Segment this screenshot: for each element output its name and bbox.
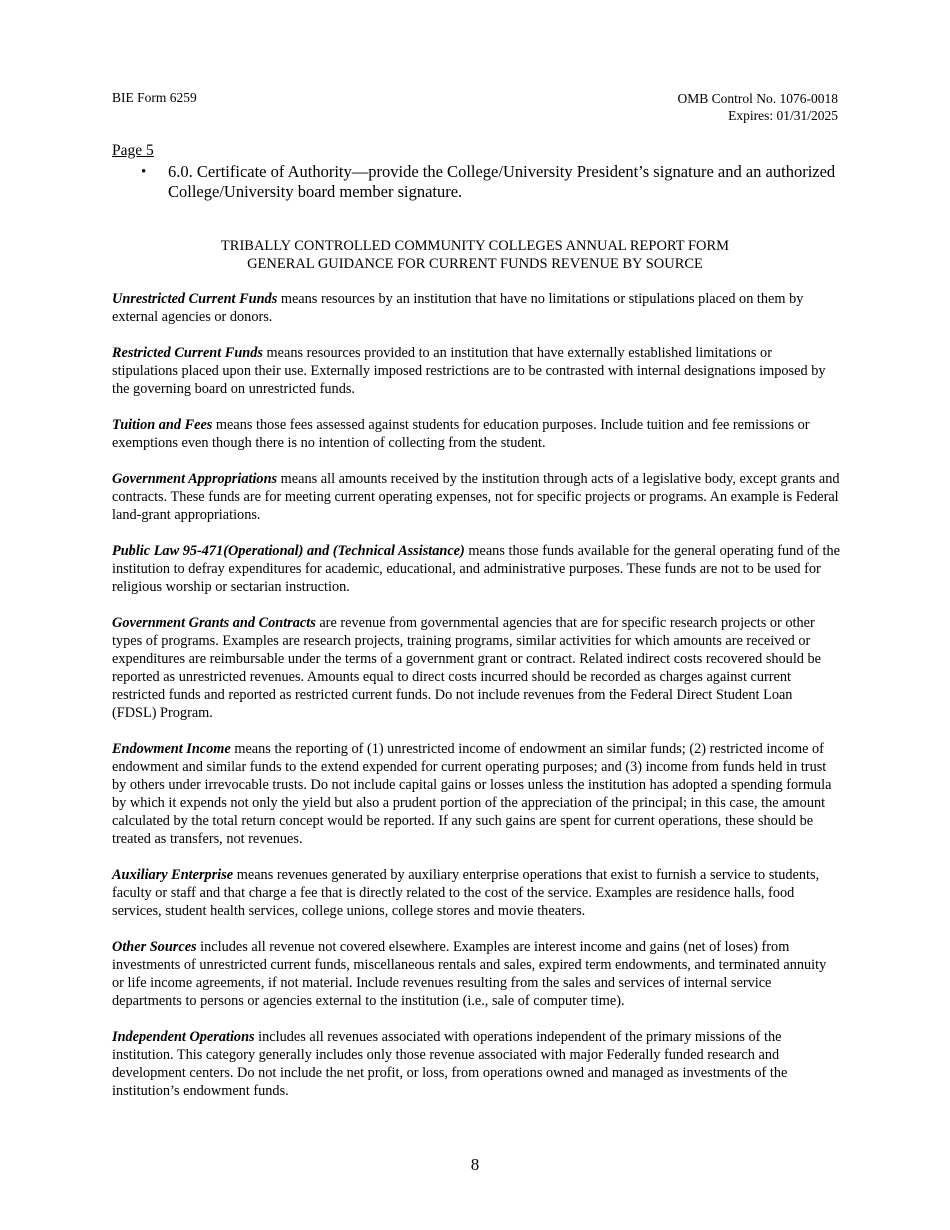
definition-government-grants-and-contracts bbox=[112, 614, 840, 722]
definition-text: means revenues generated by auxiliary enterprise operations that exist to furnish a service to students, faculty or staff and that charge a fee that is directly related to the cost of the service. Examples are residence halls, food services, student health services, college unions, college stores and movie theaters. bbox=[112, 867, 820, 919]
definition-government-appropriations bbox=[112, 470, 840, 524]
definition-term: Tuition and Fees bbox=[112, 417, 213, 433]
definition-auxiliary-enterprise bbox=[112, 866, 840, 920]
definition-other-sources bbox=[112, 938, 840, 1010]
definition-term: Other Sources bbox=[112, 939, 197, 955]
definition-independent-operations bbox=[112, 1028, 840, 1100]
bullet-item bbox=[112, 162, 838, 202]
definition-public-law-95-471 bbox=[112, 542, 840, 596]
title-line-1: TRIBALLY CONTROLLED COMMUNITY COLLEGES ANNUAL REPORT FORM bbox=[220, 238, 730, 254]
definition-term: Restricted Current Funds bbox=[112, 345, 263, 361]
omb-block bbox=[677, 90, 838, 124]
definition-text: includes all revenue not covered elsewhere. Examples are interest income and gains (net of loses) from investments of unrestricted current funds, miscellaneous rentals and sales, expired term endowments, and terminated annuity or life income agreements, if not material. Include revenues resulting from the sales and services of internal service departments to persons or agencies external to the institution (i.e., sale of computer time). bbox=[112, 939, 827, 1009]
definition-endowment-income bbox=[112, 740, 840, 848]
bullet-icon: • bbox=[141, 164, 147, 180]
definition-term: Auxiliary Enterprise bbox=[112, 867, 234, 883]
page-number: 8 bbox=[470, 1155, 480, 1174]
definition-text: means resources provided to an institution that have externally established limitations or stipulations placed upon their use. Externally imposed restrictions are to be contrasted with internal designations imposed by the governing board on unrestricted funds. bbox=[112, 345, 826, 397]
definitions-list bbox=[112, 290, 840, 1118]
definition-restricted-current-funds bbox=[112, 344, 840, 398]
definition-text: are revenue from governmental agencies that are for specific research projects or other types of programs. Examples are research projects, training programs, similar activities for which amounts are received or expenditures are reimbursable under the terms of a government grant or contract. Related indirect costs recovered should be reported as unrestricted revenues. Amounts equal to direct costs incurred should be recorded as charges against current restricted funds and reported as restricted current funds. Do not include revenues from the Federal Direct Student Loan (FDSL) Program. bbox=[112, 615, 822, 721]
definition-term: Public Law 95-471(Operational) and (Technical Assistance) bbox=[112, 543, 465, 559]
document-title bbox=[112, 237, 838, 273]
definition-term: Government Appropriations bbox=[112, 471, 278, 487]
definition-text: means the reporting of (1) unrestricted income of endowment an similar funds; (2) restricted income of endowment and similar funds to the extend expended for current operating purposes; and (3) income from funds held in trust by others under irrevocable trusts. Do not include capital gains or losses unless the institution has adopted a spending formula by which it expends not only the yield but also a prudent portion of the appreciation of the principal; in this case, the amount calculated by the total return concept would be reported. If any such gains are spent for current operations, these should be treated as transfers, not revenues. bbox=[112, 741, 832, 847]
definition-term: Unrestricted Current Funds bbox=[112, 291, 278, 307]
definition-term: Government Grants and Contracts bbox=[112, 615, 316, 631]
definition-text: means those funds available for the general operating fund of the institution to defray expenditures for academic, educational, and administrative purposes. These funds are not to be used for religious worship or sectarian instruction. bbox=[112, 543, 840, 595]
title-line-2: GENERAL GUIDANCE FOR CURRENT FUNDS REVENUE BY SOURCE bbox=[247, 256, 703, 272]
definition-term: Independent Operations bbox=[112, 1029, 255, 1045]
form-id: BIE Form 6259 bbox=[112, 90, 197, 105]
bullet-text: 6.0. Certificate of Authority—provide the College/University President’s signature and an authorized College/University board member signature. bbox=[168, 162, 836, 201]
definition-text: means resources by an institution that have no limitations or stipulations placed on them by external agencies or donors. bbox=[112, 291, 804, 325]
definition-text: includes all revenues associated with operations independent of the primary missions of the institution. This category generally includes only those revenue associated with major Federally funded research and development centers. Do not include the net profit, or loss, from operations owned and managed as investments of the institution’s endowment funds. bbox=[112, 1029, 788, 1099]
definition-unrestricted-current-funds bbox=[112, 290, 840, 326]
definition-text: means all amounts received by the institution through acts of a legislative body, except grants and contracts. These funds are for meeting current operating expenses, not for specific projects or programs. An example is Federal land-grant appropriations. bbox=[112, 471, 840, 523]
omb-control-number: OMB Control No. 1076-0018 bbox=[677, 91, 838, 106]
definition-tuition-and-fees bbox=[112, 416, 840, 452]
definition-text: means those fees assessed against students for education purposes. Include tuition and fee remissions or exemptions even though there is no intention of collecting from the student. bbox=[112, 417, 810, 451]
page-label: Page 5 bbox=[112, 142, 154, 159]
definition-term: Endowment Income bbox=[112, 741, 231, 757]
expiration-date: Expires: 01/31/2025 bbox=[728, 108, 838, 123]
